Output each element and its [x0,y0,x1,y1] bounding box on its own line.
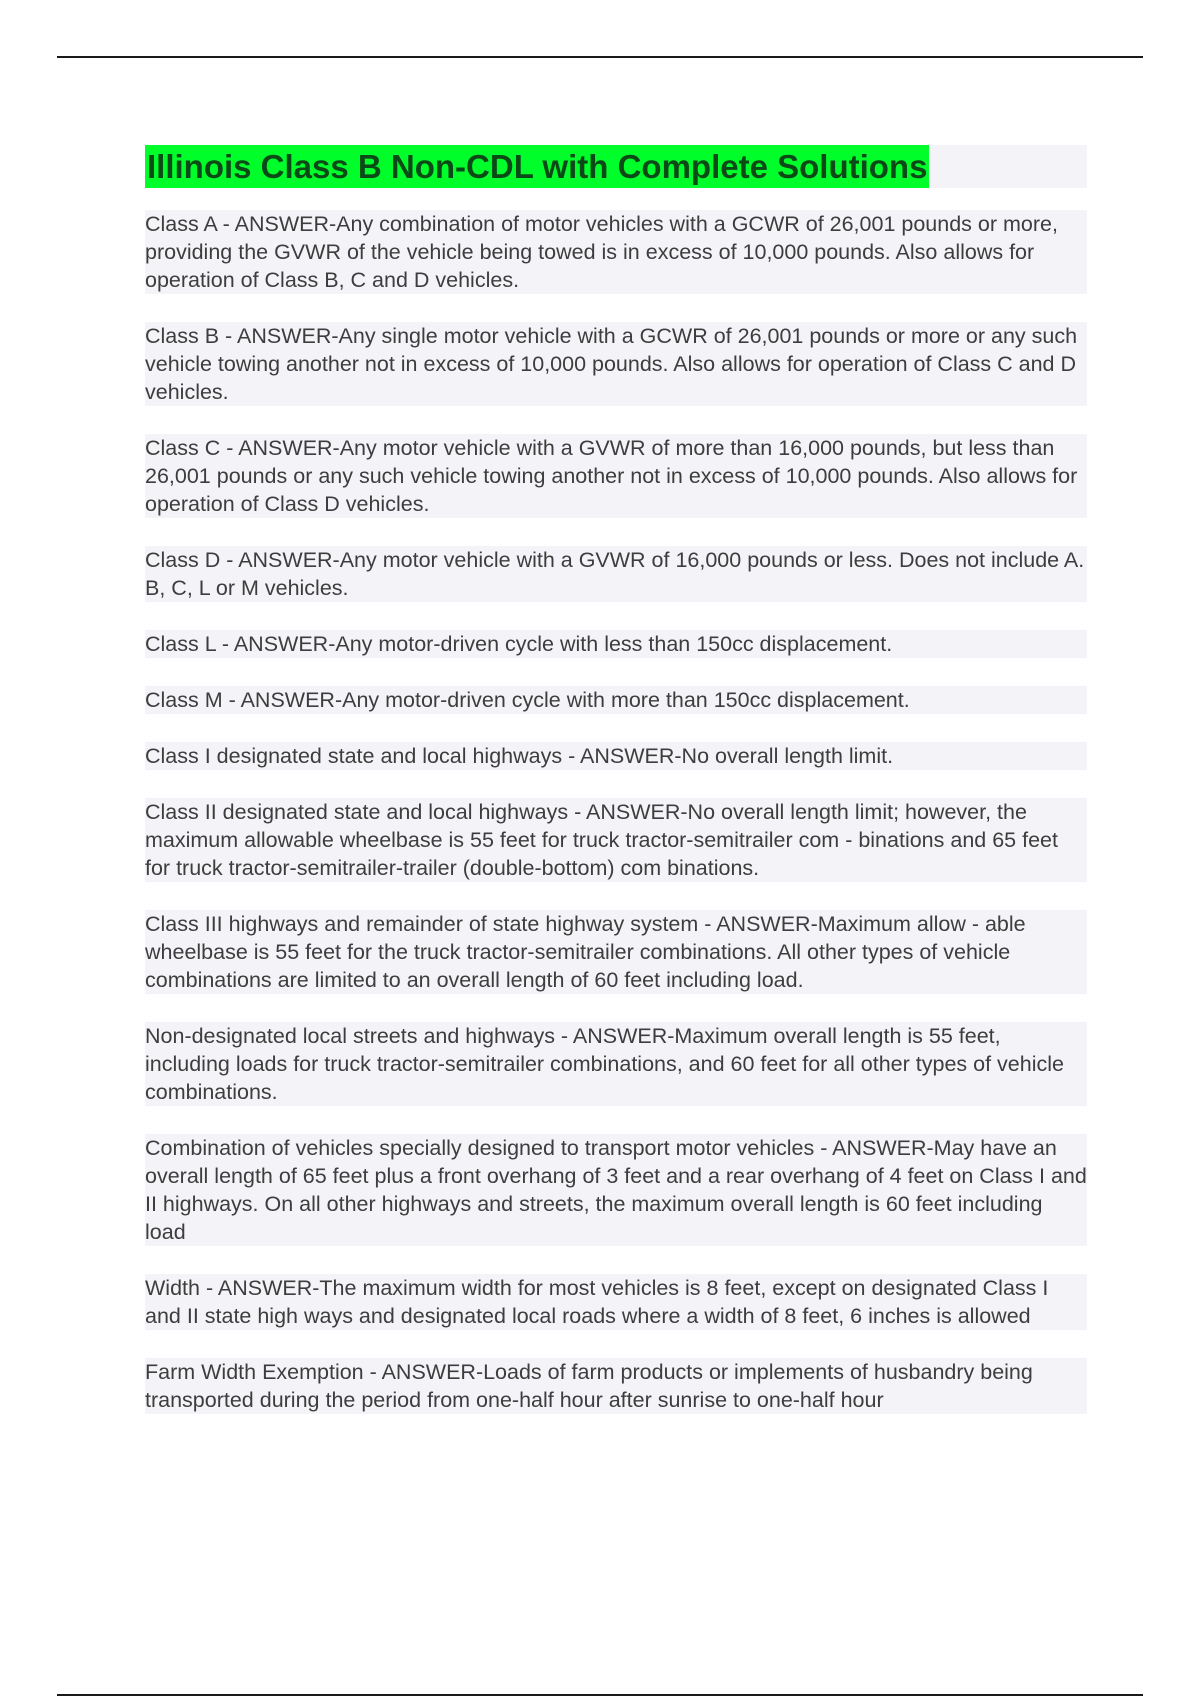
qa-entry [145,1022,1087,1106]
qa-answer: ANSWER-Maximum overall length is 55 feet, including loads for truck tractor-semitrailer combinations, and 60 feet for all other types of vehicle combinations. [145,1024,1064,1104]
qa-answer: ANSWER-Maximum allow - able wheelbase is 55 feet for the truck tractor-semitrailer combinations. All other types of vehicle combinations are limited to an overall length of 60 feet including load. [145,912,1026,992]
qa-answer: ANSWER-Any motor vehicle with a GVWR of 16,000 pounds or less. Does not include A. B, C, L or M vehicles. [145,548,1085,600]
qa-answer: ANSWER-No overall length limit; however, the maximum allowable wheelbase is 55 feet for truck tractor-semitrailer com - binations and 65 feet for truck tractor-semitrailer-trailer (double-bottom) com binations. [145,800,1058,880]
qa-term: Class I designated state and local highways - [145,744,580,768]
header-rule [57,56,1143,58]
page-title: Illinois Class B Non-CDL with Complete Solutions [145,145,929,188]
qa-entry [145,1358,1087,1414]
qa-entry [145,630,1087,658]
qa-answer: ANSWER-Loads of farm products or implements of husbandry being transported during the period from one-half hour after sunrise to one-half hour [145,1360,1033,1412]
qa-answer: ANSWER-Any motor vehicle with a GVWR of more than 16,000 pounds, but less than 26,001 pounds or any such vehicle towing another not in excess of 10,000 pounds. Also allows for operation of Class D vehicles. [145,436,1078,516]
qa-entry [145,210,1087,294]
qa-answer: ANSWER-Any single motor vehicle with a GCWR of 26,001 pounds or more or any such vehicle towing another not in excess of 10,000 pounds. Also allows for operation of Class C and D vehicles. [145,324,1078,404]
qa-term: Class III highways and remainder of state highway system - [145,912,716,936]
qa-entry [145,742,1087,770]
qa-answer: ANSWER-No overall length limit. [580,744,894,768]
qa-term: Class II designated state and local highways - [145,800,586,824]
qa-entry [145,910,1087,994]
qa-term: Width - [145,1276,218,1300]
qa-entry [145,798,1087,882]
qa-answer: ANSWER-Any motor-driven cycle with more than 150cc displacement. [240,688,910,712]
footer-rule [57,1694,1143,1696]
qa-term: Class B - [145,324,237,348]
qa-entry [145,322,1087,406]
qa-entry [145,546,1087,602]
qa-term: Non-designated local streets and highways - [145,1024,573,1048]
qa-answer: ANSWER-May have an overall length of 65 feet plus a front overhang of 3 feet and a rear overhang of 4 feet on Class I and II highways. On all other highways and streets, the maximum overall length is 60 feet including load [145,1136,1087,1244]
qa-answer: ANSWER-Any motor-driven cycle with less than 150cc displacement. [233,632,893,656]
qa-term: Combination of vehicles specially designed to transport motor vehicles - [145,1136,832,1160]
qa-entry [145,1134,1087,1246]
qa-term: Class L - [145,632,234,656]
qa-term: Class M - [145,688,241,712]
document-body [145,145,1087,1442]
qa-entry [145,1274,1087,1330]
qa-answer: ANSWER-Any combination of motor vehicles with a GCWR of 26,001 pounds or more, providing the GVWR of the vehicle being towed is in excess of 10,000 pounds. Also allows for operation of Class B, C and D vehicles. [145,212,1058,292]
qa-answer: ANSWER-The maximum width for most vehicles is 8 feet, except on designated Class I and II state high ways and designated local roads where a width of 8 feet, 6 inches is allowed [145,1276,1049,1328]
qa-term: Farm Width Exemption - [145,1360,382,1384]
title-bar [145,145,1087,188]
qa-entry [145,434,1087,518]
qa-term: Class C - [145,436,238,460]
qa-entry [145,686,1087,714]
qa-term: Class D - [145,548,238,572]
qa-term: Class A - [145,212,235,236]
